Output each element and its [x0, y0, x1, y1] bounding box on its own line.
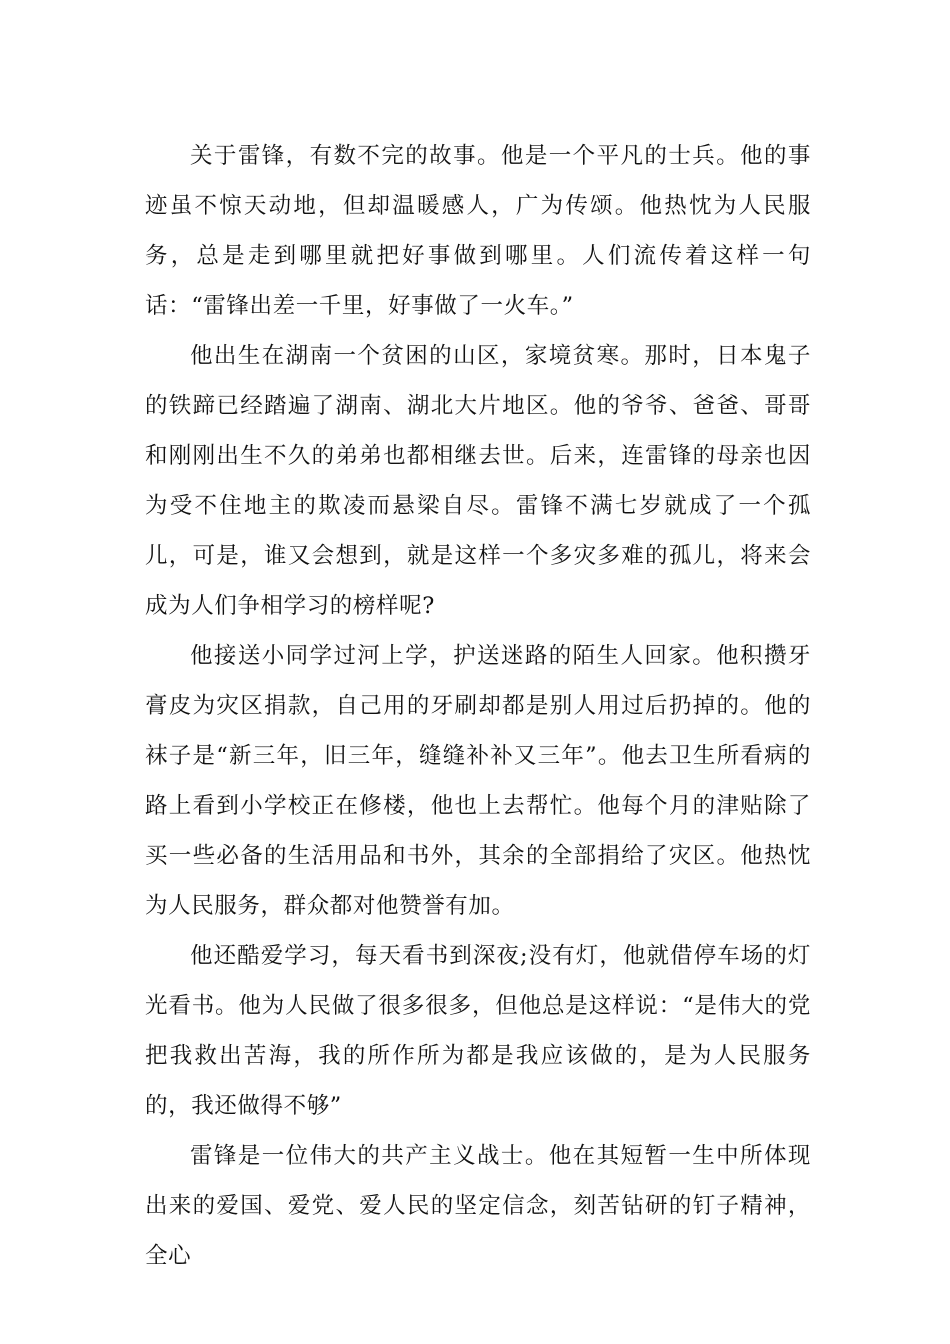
paragraph: 他出生在湖南一个贫困的山区，家境贫寒。那时，日本鬼子的铁蹄已经踏遍了湖南、湖北大片地区。他的爷爷、爸爸、哥哥和刚刚出生不久的弟弟也都相继去世。后来，连雷锋的母亲也因为受不住地主的欺凌而悬梁自尽。雷锋不满七岁就成了一个孤儿，可是，谁又会想到，就是这样一个多灾多难的孤儿，将来会成为人们争相学习的榜样呢?: [145, 343, 811, 619]
paragraph: 关于雷锋，有数不完的故事。他是一个平凡的士兵。他的事迹虽不惊天动地，但却温暖感人，广为传颂。他热忱为人民服务，总是走到哪里就把好事做到哪里。人们流传着这样一句话：“雷锋出差一千里，好事做了一火车。”: [145, 143, 811, 319]
body-text: [145, 131, 811, 1281]
paragraph: 他接送小同学过河上学，护送迷路的陌生人回家。他积攒牙膏皮为灾区捐款，自己用的牙刷却都是别人用过后扔掉的。他的袜子是“新三年，旧三年，缝缝补补又三年”。他去卫生所看病的路上看到小学校正在修楼，他也上去帮忙。他每个月的津贴除了买一些必备的生活用品和书外，其余的全部捐给了灾区。他热忱为人民服务，群众都对他赞誉有加。: [145, 643, 811, 919]
paragraph: 雷锋是一位伟大的共产主义战士。他在其短暂一生中所体现出来的爱国、爱党、爱人民的坚定信念，刻苦钻研的钉子精神，全心: [145, 1143, 811, 1269]
paragraph: 他还酷爱学习，每天看书到深夜;没有灯，他就借停车场的灯光看书。他为人民做了很多很多，但他总是这样说：“是伟大的党把我救出苦海，我的所作所为都是我应该做的，是为人民服务的，我还做得不够”: [145, 943, 811, 1119]
